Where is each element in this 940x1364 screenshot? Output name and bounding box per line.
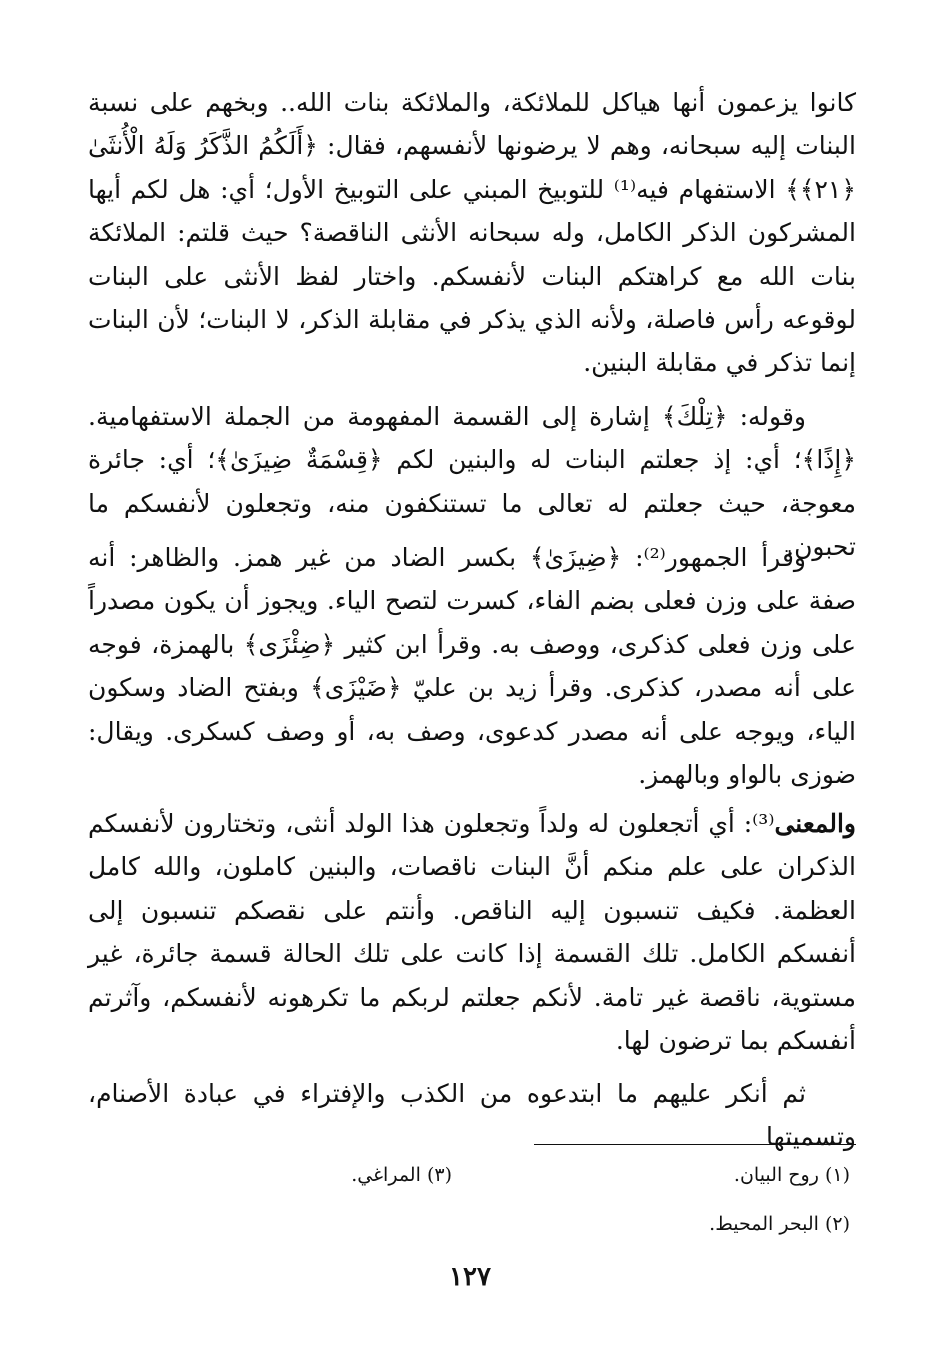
footnote-number: (١) <box>824 1164 850 1186</box>
text-line: أي: إذ جعلتم البنات له والبنين لكم ﴿قِسْمَةٌ ضِيزَىٰ﴾؛ أي: جائرة معوجة، حيث <box>88 445 856 518</box>
footnote-divider <box>534 1144 856 1145</box>
text-line: كانوا يزعمون أنها هياكل للملائكة، والملائكة بنات الله.. وبخهم على نسبة البنات <box>88 88 856 161</box>
page-number: ١٢٧ <box>449 1262 491 1292</box>
text-line: الكامل. تلك القسمة إذا كانت على تلك الحالة قسمة جائرة، غير مستوية، ناقصة <box>88 939 857 1012</box>
lead-word: والمعنى <box>774 809 856 838</box>
footnote-text: روح البيان. <box>733 1164 819 1186</box>
text-line: على أنه مصدر كدعوى، وصف به، أو وصف كسكرى. ويقال: ضوزى بالواو <box>88 716 856 790</box>
footnote-number: (٣) <box>426 1164 452 1186</box>
paragraph-5 <box>88 1072 856 1159</box>
text-line: جعلتم له تعالى ما تستنكفون منه، وتجعلون لأنفسكم ما تحبون. <box>88 488 856 562</box>
text-line: وبالهمز. <box>638 760 721 790</box>
footnote-1 <box>734 1162 850 1188</box>
footnote-text: البحر المحيط. <box>709 1213 819 1235</box>
text-line: كراهتكم البنات لأنفسكم. واختار لفظ الأنثى على البنات لوقوعه رأس فاصلة، <box>88 261 856 335</box>
text-line: لها. <box>615 1026 651 1056</box>
paragraph-4 <box>88 802 856 1062</box>
text-line: ولأنه الذي يذكر في مقابلة الذكر، لا البنات؛ لأن البنات إنما تذكر في مقابلة <box>88 305 856 378</box>
text-line: البنين. <box>583 348 648 378</box>
text-line: الاستفهام فيه⁽¹⁾ للتوبيخ المبني على التوبيخ الأول؛ أي: هل لكم أيها المشركون <box>88 174 856 248</box>
text-line: وقرأ الجمهور⁽²⁾: ﴿ضِيزَىٰ﴾ بكسر الضاد من غير همز. والظاهر: أنه صفة <box>88 543 856 616</box>
text-line: إليه سبحانه، وهم لا يرضونها لأنفسهم، فقال: ﴿أَلَكُمُ الذَّكَرُ وَلَهُ الْأُنثَىٰ ﴿٢١﴾﴾ <box>88 131 856 204</box>
footnote-text: المراغي. <box>351 1164 421 1186</box>
text-line: لأنفسكم الذكران على علم منكم أنَّ البنات ناقصات، والبنين كاملون، والله كامل <box>88 809 856 882</box>
text-line: وقوله: ﴿تِلْكَ﴾ إشارة إلى القسمة المفهومة من الجملة الاستفهامية. ﴿إِذًا﴾؛ <box>88 402 856 475</box>
footnote-3 <box>351 1162 452 1188</box>
text-line: ⁽³⁾: أي أتجعلون له ولداً وتجعلون هذا الولد أنثى، وتختارون <box>183 809 775 838</box>
text-line: العظمة. فكيف تنسبون إليه الناقص. وأنتم على نقصكم تنسبون إلى أنفسكم <box>88 895 856 969</box>
footnote-2 <box>709 1211 850 1237</box>
text-line: غير تامة. لأنكم جعلتم لربكم ما تكرهونه لأنفسكم، وآثرتم أنفسكم بما ترضون <box>88 982 856 1056</box>
paragraph-1 <box>88 81 856 385</box>
text-line: ثم أنكر عليهم ما ابتدعوه من الكذب والإفتراء في عبادة الأصنام، وتسميتها <box>88 1079 856 1152</box>
text-line: مصدر، كذكرى. وقرأ زيد بن عليّ ﴿ضَيْزَى﴾ وبفتح الضاد وسكون الياء، ويوجه <box>88 673 856 746</box>
text-line: فعلى كذكرى، ووصف به. وقرأ ابن كثير ﴿ضِئْزَى﴾ بالهمزة، فوجه على أنه <box>88 629 856 703</box>
footnote-number: (٢) <box>824 1213 850 1235</box>
paragraph-3 <box>88 536 856 796</box>
text-line: الذكر الكامل، وله سبحانه الأنثى الناقصة؟ حيث قلتم: الملائكة بنات الله مع <box>88 218 856 291</box>
text-line: على وزن فعلى بضم الفاء، كسرت لتصح الياء. ويجوز أن يكون مصدراً على وزن <box>88 586 856 659</box>
